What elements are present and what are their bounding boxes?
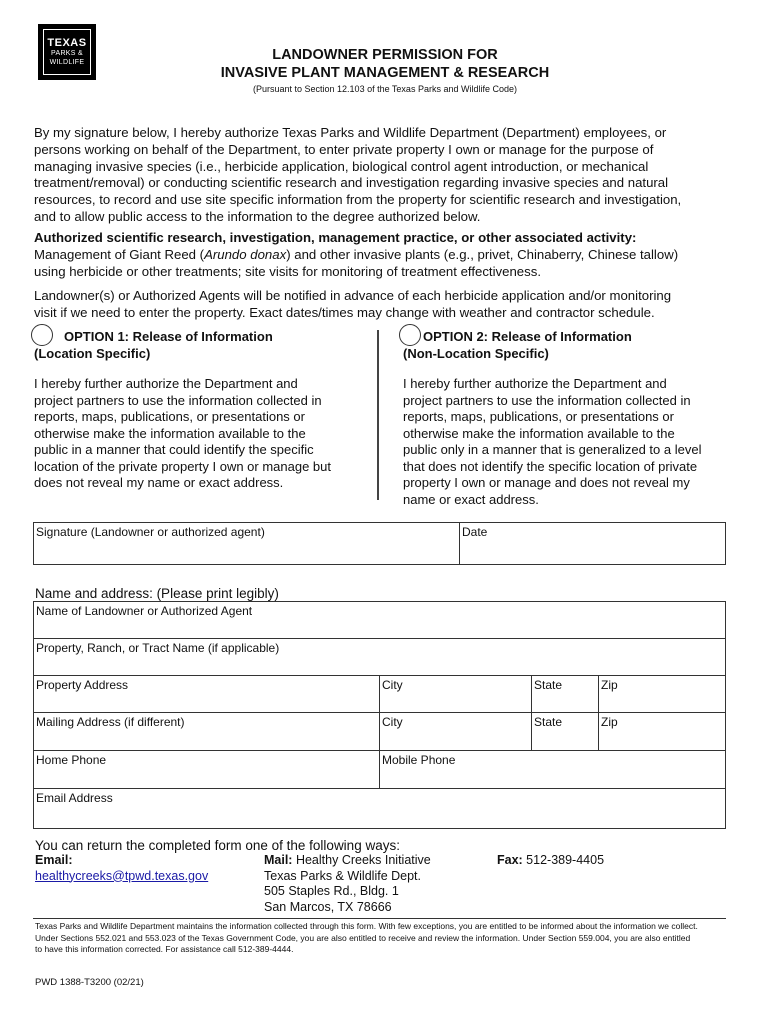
form-number: PWD 1388-T3200 (02/21) <box>35 977 144 988</box>
intro-line: and to allow public access to the information to the degree authorized below. <box>34 208 481 224</box>
privacy-line: Under Sections 552.021 and 553.023 of the Texas Government Code, you are also entitled to receive and review the information. Under Section 559.004, you are also entitled <box>35 932 691 943</box>
return-email-block <box>35 853 208 884</box>
options-divider <box>377 330 379 500</box>
option2-subheading: (Non-Location Specific) <box>403 346 549 361</box>
signature-field[interactable] <box>33 522 460 565</box>
option2-line: reports, maps, publications, or presentations or <box>403 409 674 424</box>
home-phone-field[interactable] <box>33 750 380 789</box>
privacy-line: to have this information corrected. For assistance call 512-389-4444. <box>35 944 294 954</box>
intro-line: By my signature below, I hereby authorize Texas Parks and Wildlife Department (Department) employees, or <box>34 125 667 140</box>
property-name-label: Property, Ranch, or Tract Name (if applicable) <box>36 641 280 655</box>
activity-heading: Authorized scientific research, investigation, management practice, or other associated activity: <box>34 230 637 245</box>
option1-line: location of the private property I own or manage but <box>34 458 332 474</box>
date-label: Date <box>462 525 488 539</box>
footer-divider <box>33 918 726 919</box>
option1-block <box>34 328 374 492</box>
email-label: Email Address <box>36 791 113 805</box>
mail-line4: San Marcos, TX 78666 <box>264 899 392 914</box>
mobile-phone-label: Mobile Phone <box>382 753 456 767</box>
option2-line: otherwise make the information available to the <box>403 425 675 441</box>
return-heading: You can return the completed form one of the following ways: <box>35 838 400 853</box>
property-name-field[interactable] <box>33 638 726 676</box>
option2-line: I hereby further authorize the Department and <box>403 376 667 391</box>
mail-line2: Texas Parks & Wildlife Dept. <box>264 868 421 883</box>
activity-section <box>34 230 724 280</box>
return-fax-block <box>497 853 604 869</box>
activity-text: ) and other invasive plants (e.g., privet, Chinaberry, Chinese tallow) <box>286 246 679 262</box>
name-field[interactable] <box>33 601 726 639</box>
zip-label: Zip <box>601 678 618 692</box>
option2-text <box>403 376 743 508</box>
option2-line: property I own or manage and does not reveal my <box>403 475 690 490</box>
option1-line: project partners to use the information collected in <box>34 392 322 408</box>
return-fax-label: Fax: <box>497 853 523 867</box>
activity-line <box>34 247 724 264</box>
form-subtitle: (Pursuant to Section 12.103 of the Texas Parks and Wildlife Code) <box>253 84 517 94</box>
city-label: City <box>382 715 403 729</box>
option1-line: public in a manner that could identify the specific <box>34 442 314 457</box>
property-state-field[interactable] <box>531 675 599 713</box>
option2-block <box>403 328 743 508</box>
option1-line: otherwise make the information available to the <box>34 425 306 441</box>
mailing-city-field[interactable] <box>379 712 532 751</box>
state-label: State <box>534 715 563 729</box>
property-address-label: Property Address <box>36 678 129 692</box>
mailing-state-field[interactable] <box>531 712 599 751</box>
address-heading: Name and address: (Please print legibly) <box>35 586 279 601</box>
option1-subheading: (Location Specific) <box>34 346 151 361</box>
return-mail-block <box>264 853 431 915</box>
state-label: State <box>534 678 563 692</box>
option1-line: reports, maps, publications, or presentations or <box>34 409 305 424</box>
intro-line: managing invasive species (i.e., herbicide application, biological control agent introduction, or mechanical <box>34 158 649 174</box>
option2-line: that does not identify the specific location of private <box>403 458 698 474</box>
species-name: Arundo donax <box>204 246 287 262</box>
mobile-phone-field[interactable] <box>379 750 726 789</box>
date-field[interactable] <box>459 522 726 565</box>
return-email-label: Email: <box>35 853 73 867</box>
option2-line: name or exact address. <box>403 491 539 507</box>
city-label: City <box>382 678 403 692</box>
home-phone-label: Home Phone <box>36 753 107 767</box>
name-label: Name of Landowner or Authorized Agent <box>36 604 253 618</box>
notice-line: Landowner(s) or Authorized Agents will be notified in advance of each herbicide application and/or monitoring <box>34 288 672 303</box>
mailing-zip-field[interactable] <box>598 712 726 751</box>
mail-line3: 505 Staples Rd., Bldg. 1 <box>264 884 399 898</box>
mail-line1: Healthy Creeks Initiative <box>292 853 431 867</box>
form-title-line2: INVASIVE PLANT MANAGEMENT & RESEARCH <box>220 65 550 81</box>
logo-text-texas: TEXAS <box>47 37 87 49</box>
logo-text-wildlife: WILDLIFE <box>49 59 85 66</box>
property-city-field[interactable] <box>379 675 532 713</box>
privacy-line: Texas Parks and Wildlife Department maintains the information collected through this form. With few exceptions, you are entitled to be informed about the information we collect. <box>35 921 698 931</box>
option1-text <box>34 376 374 492</box>
intro-line: persons working on behalf of the Department, to enter private property I own or manage for the purpose of <box>34 141 654 157</box>
option1-line: I hereby further authorize the Department and <box>34 376 298 391</box>
mailing-address-label: Mailing Address (if different) <box>36 715 185 729</box>
privacy-notice <box>35 921 735 956</box>
logo-text-parks: PARKS & <box>51 50 83 57</box>
notice-line: visit if we need to enter the property. Exact dates/times may change with weather and contractor schedule. <box>34 304 655 320</box>
return-email-link[interactable]: healthycreeks@tpwd.texas.gov <box>35 868 209 883</box>
option2-line: public only in a manner that is generalized to a level <box>403 442 702 457</box>
mail-line <box>264 853 431 869</box>
option2-heading: OPTION 2: Release of Information <box>423 329 632 344</box>
form-title-line1: LANDOWNER PERMISSION FOR <box>272 47 498 63</box>
notice-paragraph <box>34 288 724 322</box>
option2-line: project partners to use the information collected in <box>403 392 691 408</box>
mailing-address-field[interactable] <box>33 712 380 751</box>
intro-line: treatment/removal) or conducting scientific research and investigation regarding invasive species and natural <box>34 175 669 191</box>
return-fax-number: 512-389-4405 <box>522 853 605 867</box>
activity-line: using herbicide or other treatments; site visits for monitoring of treatment effectiveness. <box>34 263 541 279</box>
option1-line: does not reveal my name or exact address. <box>34 475 284 490</box>
option1-heading: OPTION 1: Release of Information <box>64 329 273 344</box>
property-address-field[interactable] <box>33 675 380 713</box>
zip-label: Zip <box>601 715 618 729</box>
property-zip-field[interactable] <box>598 675 726 713</box>
activity-text: Management of Giant Reed ( <box>34 246 205 262</box>
return-mail-label: Mail: <box>264 853 293 867</box>
intro-line: resources, to record and use site specific information from the property for scientific research and investigation, <box>34 192 682 208</box>
email-field[interactable] <box>33 788 726 829</box>
signature-label: Signature (Landowner or authorized agent) <box>36 525 265 539</box>
intro-paragraph <box>34 125 724 226</box>
